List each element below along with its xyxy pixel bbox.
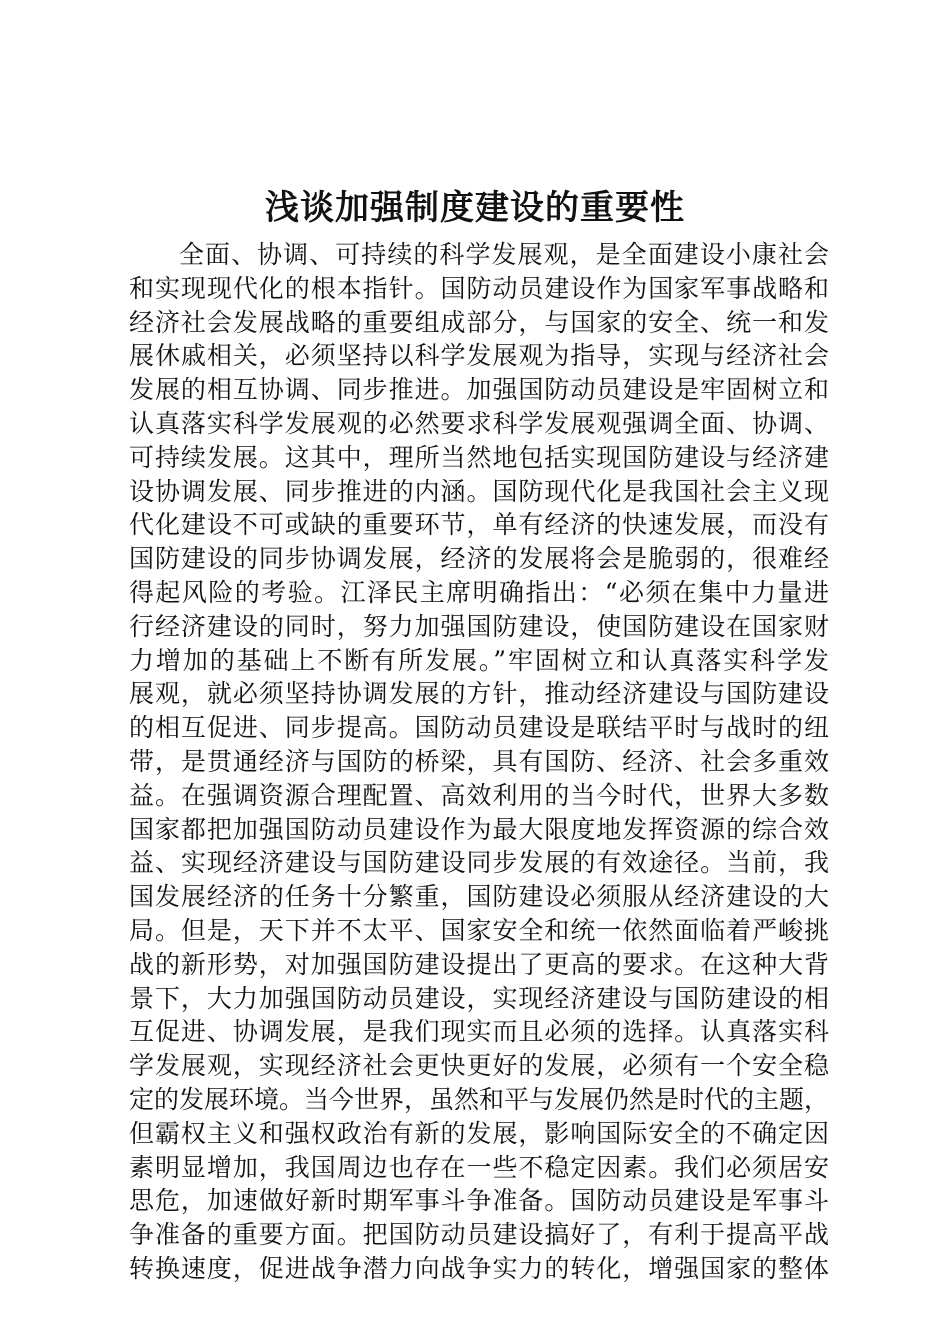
body-text-line: 局。但是，天下并不太平、国家安全和统一依然面临着严峻挑 [129, 915, 829, 945]
body-text-line: 代化建设不可或缺的重要环节，单有经济的快速发展，而没有 [129, 510, 829, 540]
document-title: 浅谈加强制度建设的重要性 [265, 188, 685, 228]
body-text-line: 互促进、协调发展，是我们现实而且必须的选择。认真落实科 [129, 1017, 829, 1047]
body-text-line: 景下，大力加强国防动员建设，实现经济建设与国防建设的相 [129, 983, 829, 1013]
body-text-line: 益。在强调资源合理配置、高效利用的当今时代，世界大多数 [129, 780, 829, 810]
body-text-line: 展休戚相关，必须坚持以科学发展观为指导，实现与经济社会 [129, 341, 829, 371]
body-text-line: 学发展观，实现经济社会更快更好的发展，必须有一个安全稳 [129, 1051, 829, 1081]
body-text-line: 素明显增加，我国周边也存在一些不稳定因素。我们必须居安 [129, 1152, 829, 1182]
body-text-line: 国家都把加强国防动员建设作为最大限度地发挥资源的综合效 [129, 814, 829, 844]
body-text-line: 认真落实科学发展观的必然要求科学发展观强调全面、协调、 [129, 408, 829, 438]
body-text-line: 国发展经济的任务十分繁重，国防建设必须服从经济建设的大 [129, 882, 829, 912]
body-text-line: 可持续发展。这其中，理所当然地包括实现国防建设与经济建 [129, 442, 829, 472]
body-text-line: 行经济建设的同时，努力加强国防建设，使国防建设在国家财 [129, 611, 829, 641]
body-text-line: 和实现现代化的根本指针。国防动员建设作为国家军事战略和 [129, 273, 829, 303]
body-text-line: 经济社会发展战略的重要组成部分，与国家的安全、统一和发 [129, 307, 829, 337]
body-text-line: 展观，就必须坚持协调发展的方针，推动经济建设与国防建设 [129, 679, 829, 709]
body-text-line: 思危，加速做好新时期军事斗争准备。国防动员建设是军事斗 [129, 1186, 829, 1216]
body-text-line: 的相互促进、同步提高。国防动员建设是联结平时与战时的纽 [129, 713, 829, 743]
body-text-line: 定的发展环境。当今世界，虽然和平与发展仍然是时代的主题， [129, 1084, 830, 1114]
body-text-line: 战的新形势，对加强国防建设提出了更高的要求。在这种大背 [129, 949, 829, 979]
body-text-line: 力增加的基础上不断有所发展。”牢固树立和认真落实科学发 [129, 645, 829, 675]
body-text-line: 发展的相互协调、同步推进。加强国防动员建设是牢固树立和 [129, 375, 829, 405]
body-text-line: 益、实现经济建设与国防建设同步发展的有效途径。当前，我 [129, 848, 829, 878]
body-text-line: 争准备的重要方面。把国防动员建设搞好了，有利于提高平战 [129, 1220, 829, 1250]
body-text-line: 但霸权主义和强权政治有新的发展，影响国际安全的不确定因 [129, 1118, 829, 1148]
document-body [129, 238, 829, 1286]
body-text-line: 转换速度，促进战争潜力向战争实力的转化，增强国家的整体 [129, 1253, 829, 1283]
body-text-line: 设协调发展、同步推进的内涵。国防现代化是我国社会主义现 [129, 476, 829, 506]
body-text-line: 国防建设的同步协调发展，经济的发展将会是脆弱的，很难经 [129, 544, 829, 574]
body-text-line: 带，是贯通经济与国防的桥梁，具有国防、经济、社会多重效 [129, 746, 829, 776]
body-text-line: 全面、协调、可持续的科学发展观，是全面建设小康社会 [179, 240, 829, 269]
body-text-line: 得起风险的考验。江泽民主席明确指出：“必须在集中力量进 [129, 577, 829, 607]
